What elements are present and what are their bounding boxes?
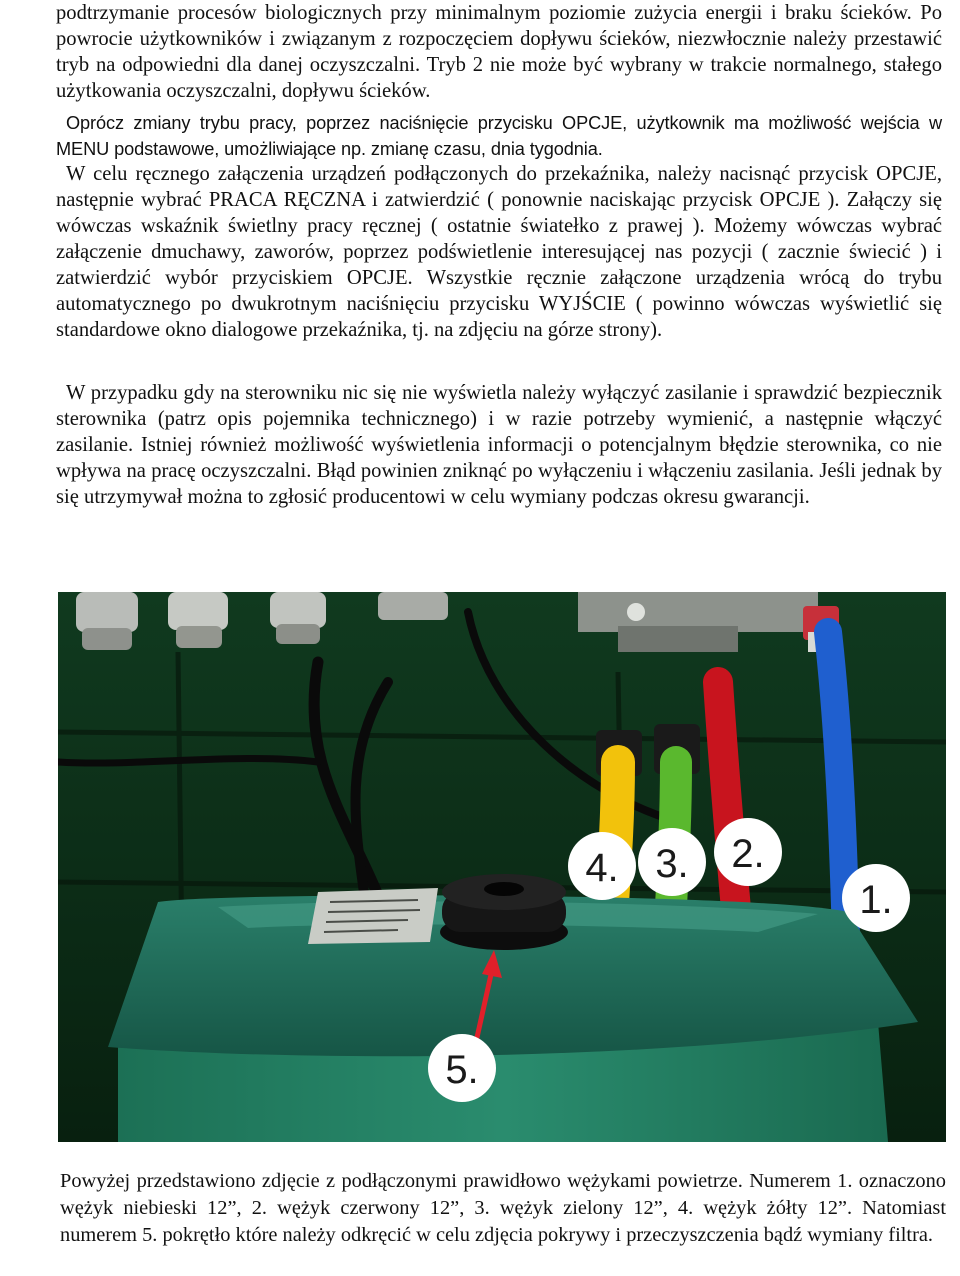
label-1-text: 1.	[859, 878, 893, 922]
label-knob-5	[428, 1034, 496, 1102]
label-hose-3	[638, 828, 706, 896]
label-hose-1	[842, 864, 910, 932]
label-hose-4	[568, 832, 636, 900]
label-hose-2	[714, 818, 782, 886]
label-3-text: 3.	[655, 842, 689, 886]
hoses-photo	[58, 592, 946, 1142]
hose-red-group	[718, 682, 738, 932]
label-plate	[308, 888, 438, 944]
label-4-text: 4.	[585, 846, 619, 890]
paragraph-manual-mode: W celu ręcznego załączenia urządzeń podłączonych do przekaźnika, należy nacisnąć przycisk OPCJE, następnie wybrać PRACA RĘCZNA i zatwierdzić ( ponownie naciskając przycisk OPCJE ). Załączy się wówczas wskaźnik świetlny pracy ręcznej ( ostatnie światełko z prawej ). Możemy wówczas wybrać załączenie dmuchawy, zaworów, poprzez podświetlenie interesującej nas pozycji ( zacznie świecić ) i zatwierdzić wybór przyciskiem OPCJE. Wszystkie ręcznie załączone urządzenia wrócą do trybu automatycznego po dwukrotnym naciśnięciu przycisku WYJŚCIE ( powinno wówczas wyświetlić się standardowe okno dialogowe przekaźnika, tj. na zdjęciu na górze strony).	[56, 163, 942, 341]
photo-caption: Powyżej przedstawiono zdjęcie z podłączonymi prawidłowo wężykami powietrze. Numerem 1. oznaczono wężyk niebieski 12”, 2. wężyk czerwony 12”, 3. wężyk zielony 12”, 4. wężyk żółty 12”. Natomiast numerem 5. pokrętło które należy odkręcić w celu zdjęcia pokrywy i przeczyszczenia bądź wymiany filtra.	[60, 1170, 946, 1246]
label-5-text: 5.	[445, 1048, 479, 1092]
lid-knob	[440, 874, 568, 950]
paragraph-troubleshooting: W przypadku gdy na sterowniku nic się nie wyświetla należy wyłączyć zasilanie i sprawdzić bezpiecznik sterownika (patrz opis pojemnika technicznego) i w razie potrzeby wymienić, a następnie włączyć zasilanie. Istniej również możliwość wyświetlenia informacji o potencjalnym błędzie sterownika, co nie wpływa na pracę oczyszczalni. Błąd powinien zniknąć po wyłączeniu i włączeniu zasilania. Jeśli jednak by się utrzymywał można to zgłosić producentowi w celu wymiany podczas okresu gwarancji.	[56, 382, 942, 508]
paragraph-options-menu: Oprócz zmiany trybu pracy, poprzez naciśnięcie przycisku OPCJE, użytkownik ma możliwość wejścia w MENU podstawowe, umożliwiające np. zmianę czasu, dnia tygodnia.	[56, 113, 942, 159]
label-2-text: 2.	[731, 832, 765, 876]
paragraph-mode-info: podtrzymanie procesów biologicznych przy minimalnym poziomie zużycia energii i braku ścieków. Po powrocie użytkowników i związanym z rozpoczęciem dopływu ścieków, niezwłocznie należy przestawić tryb na odpowiedni dla danej oczyszczalni. Tryb 2 nie może być wybrany w trakcie normalnego, stałego użytkowania oczyszczalni, dopływu ścieków.	[56, 2, 942, 102]
